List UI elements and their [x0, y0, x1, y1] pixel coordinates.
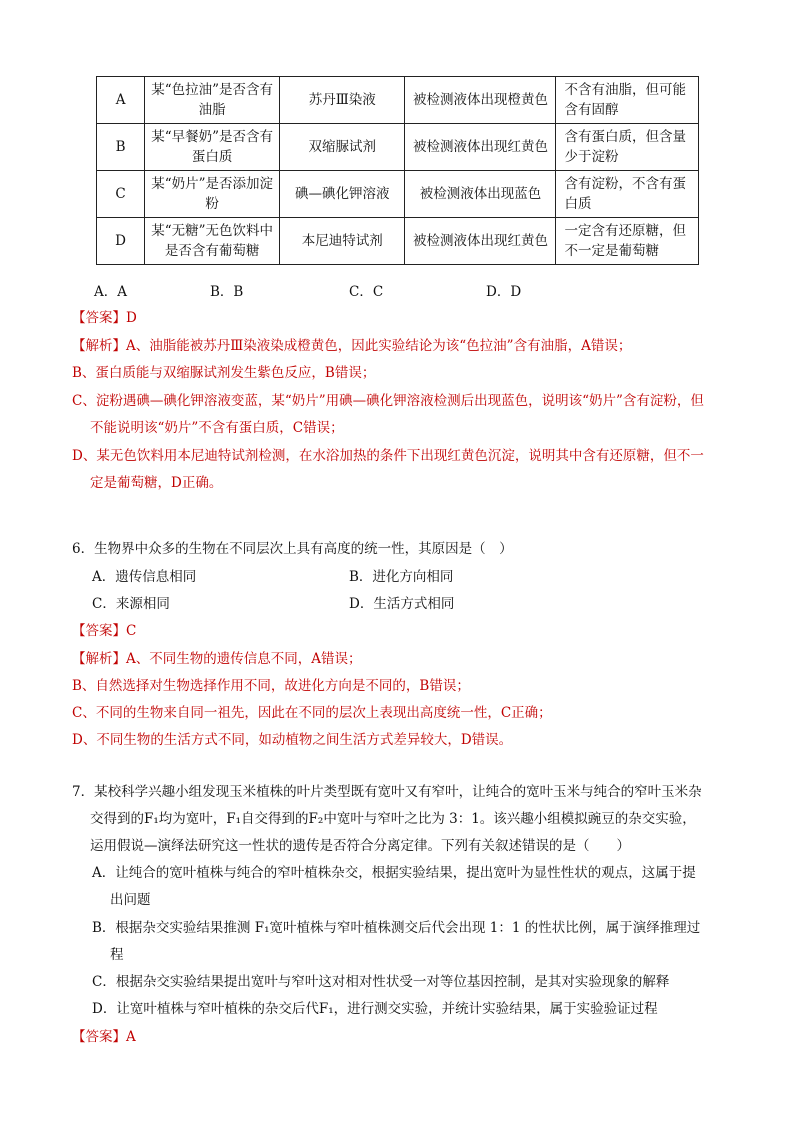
q7-option-b-cont: 程: [110, 947, 124, 963]
q6-option-b: B．进化方向相同: [349, 569, 454, 585]
reagent: 本尼迪特试剂: [280, 218, 405, 265]
row-label: A: [97, 77, 145, 124]
q5-analysis-line: B、蛋白质能与双缩脲试剂发生紫色反应，B错误；: [72, 365, 376, 381]
q5-analysis-line: [72, 336, 631, 356]
answer-tag: 【答案】: [72, 623, 126, 639]
q7-answer: [72, 1027, 136, 1047]
analysis-text: A、油脂能被苏丹Ⅲ染液染成橙黄色，因此实验结论为该“色拉油”含有油脂，A错误；: [126, 338, 632, 354]
reagent: 苏丹Ⅲ染液: [280, 77, 405, 124]
detection-item: 某“无糖”无色饮料中是否含有葡萄糖: [145, 218, 280, 265]
answer-value: C: [126, 623, 137, 639]
table-row: [97, 218, 699, 265]
q7-option-c: C．根据杂交实验结果提出宽叶与窄叶这对相对性状受一对等位基因控制，是其对实验现象的解释: [92, 974, 670, 990]
reagent: 碘—碘化钾溶液: [280, 171, 405, 218]
q5-analysis-line: 不能说明该“奶片”不含有蛋白质，C错误；: [90, 420, 344, 436]
q5-answer: [72, 308, 137, 328]
answer-tag: 【答案】: [72, 310, 126, 326]
q5-analysis-line: C、淀粉遇碘—碘化钾溶液变蓝，某“奶片”用碘—碘化钾溶液检测后出现蓝色，说明该“奶片”含有淀粉，但: [72, 393, 704, 409]
detection-item: 某“色拉油”是否含有油脂: [145, 77, 280, 124]
q7-option-a: A．让纯合的宽叶植株与纯合的窄叶植株杂交，根据实验结果，提出宽叶为显性性状的观点，这属于提: [92, 865, 696, 881]
conclusion: 含有淀粉，不含有蛋白质: [556, 171, 699, 218]
q6-analysis-line: C、不同的生物来自同一祖先，因此在不同的层次上表现出高度统一性，C正确；: [72, 705, 552, 721]
conclusion: 不含有油脂，但可能含有固醇: [556, 77, 699, 124]
table-row: [97, 124, 699, 171]
result: 被检测液体出现橙黄色: [405, 77, 556, 124]
q7-option-a-cont: 出问题: [110, 892, 151, 908]
q7-stem-line: 运用假说—演绎法研究这一性状的遗传是否符合分离定律。下列有关叙述错误的是（ ）: [90, 838, 630, 854]
q5-option-a: A．A: [94, 284, 127, 300]
q7-stem-line: 7．某校科学兴趣小组发现玉米植株的叶片类型既有宽叶又有窄叶，让纯合的宽叶玉米与纯合的窄叶玉米杂: [72, 784, 702, 800]
conclusion: 一定含有还原糖，但不一定是葡萄糖: [556, 218, 699, 265]
experiment-table: [96, 76, 699, 265]
row-label: B: [97, 124, 145, 171]
detection-item: 某“早餐奶”是否含有蛋白质: [145, 124, 280, 171]
answer-value: A: [126, 1029, 136, 1045]
detection-item: 某“奶片”是否添加淀粉: [145, 171, 280, 218]
q6-option-a: A．遗传信息相同: [92, 569, 197, 585]
answer-tag: 【答案】: [72, 1029, 126, 1045]
q7-option-b: B．根据杂交实验结果推测 F₁宽叶植株与窄叶植株测交后代会出现 1：1 的性状比例，属于演绎推理过: [92, 920, 701, 936]
conclusion: 含有蛋白质，但含量少于淀粉: [556, 124, 699, 171]
q7-option-d: D．让宽叶植株与窄叶植株的杂交后代F₁，进行测交实验，并统计实验结果，属于实验验证过程: [92, 1001, 658, 1017]
row-label: D: [97, 218, 145, 265]
q6-option-c: C．来源相同: [92, 596, 170, 612]
q6-option-d: D．生活方式相同: [349, 596, 455, 612]
q6-stem: 6．生物界中众多的生物在不同层次上具有高度的统一性，其原因是（ ）: [72, 541, 513, 557]
q5-option-c: C．C: [349, 284, 384, 300]
analysis-tag: 【解析】: [72, 651, 126, 667]
table-row: [97, 171, 699, 218]
analysis-text: A、不同生物的遗传信息不同，A错误；: [126, 651, 362, 667]
answer-value: D: [126, 310, 137, 326]
reagent: 双缩脲试剂: [280, 124, 405, 171]
row-label: C: [97, 171, 145, 218]
q6-analysis-line: D、不同生物的生活方式不同，如动植物之间生活方式差异较大，D错误。: [72, 732, 513, 748]
q6-analysis-line: [72, 649, 362, 669]
analysis-tag: 【解析】: [72, 338, 126, 354]
result: 被检测液体出现红黄色: [405, 124, 556, 171]
q7-stem-line: 交得到的F₁均为宽叶，F₁自交得到的F₂中宽叶与窄叶之比为 3：1。该兴趣小组模拟豌豆的杂交实验，: [90, 811, 696, 827]
q5-option-b: B．B: [210, 284, 244, 300]
q6-analysis-line: B、自然选择对生物选择作用不同，故进化方向是不同的，B错误；: [72, 678, 470, 694]
result: 被检测液体出现红黄色: [405, 218, 556, 265]
result: 被检测液体出现蓝色: [405, 171, 556, 218]
q6-answer: [72, 621, 136, 641]
q5-analysis-line: 定是葡萄糖，D正确。: [90, 475, 223, 491]
q5-analysis-line: D、某无色饮料用本尼迪特试剂检测，在水浴加热的条件下出现红黄色沉淀，说明其中含有还原糖，但不一: [72, 448, 704, 464]
q5-option-d: D．D: [486, 284, 522, 300]
table-row: [97, 77, 699, 124]
